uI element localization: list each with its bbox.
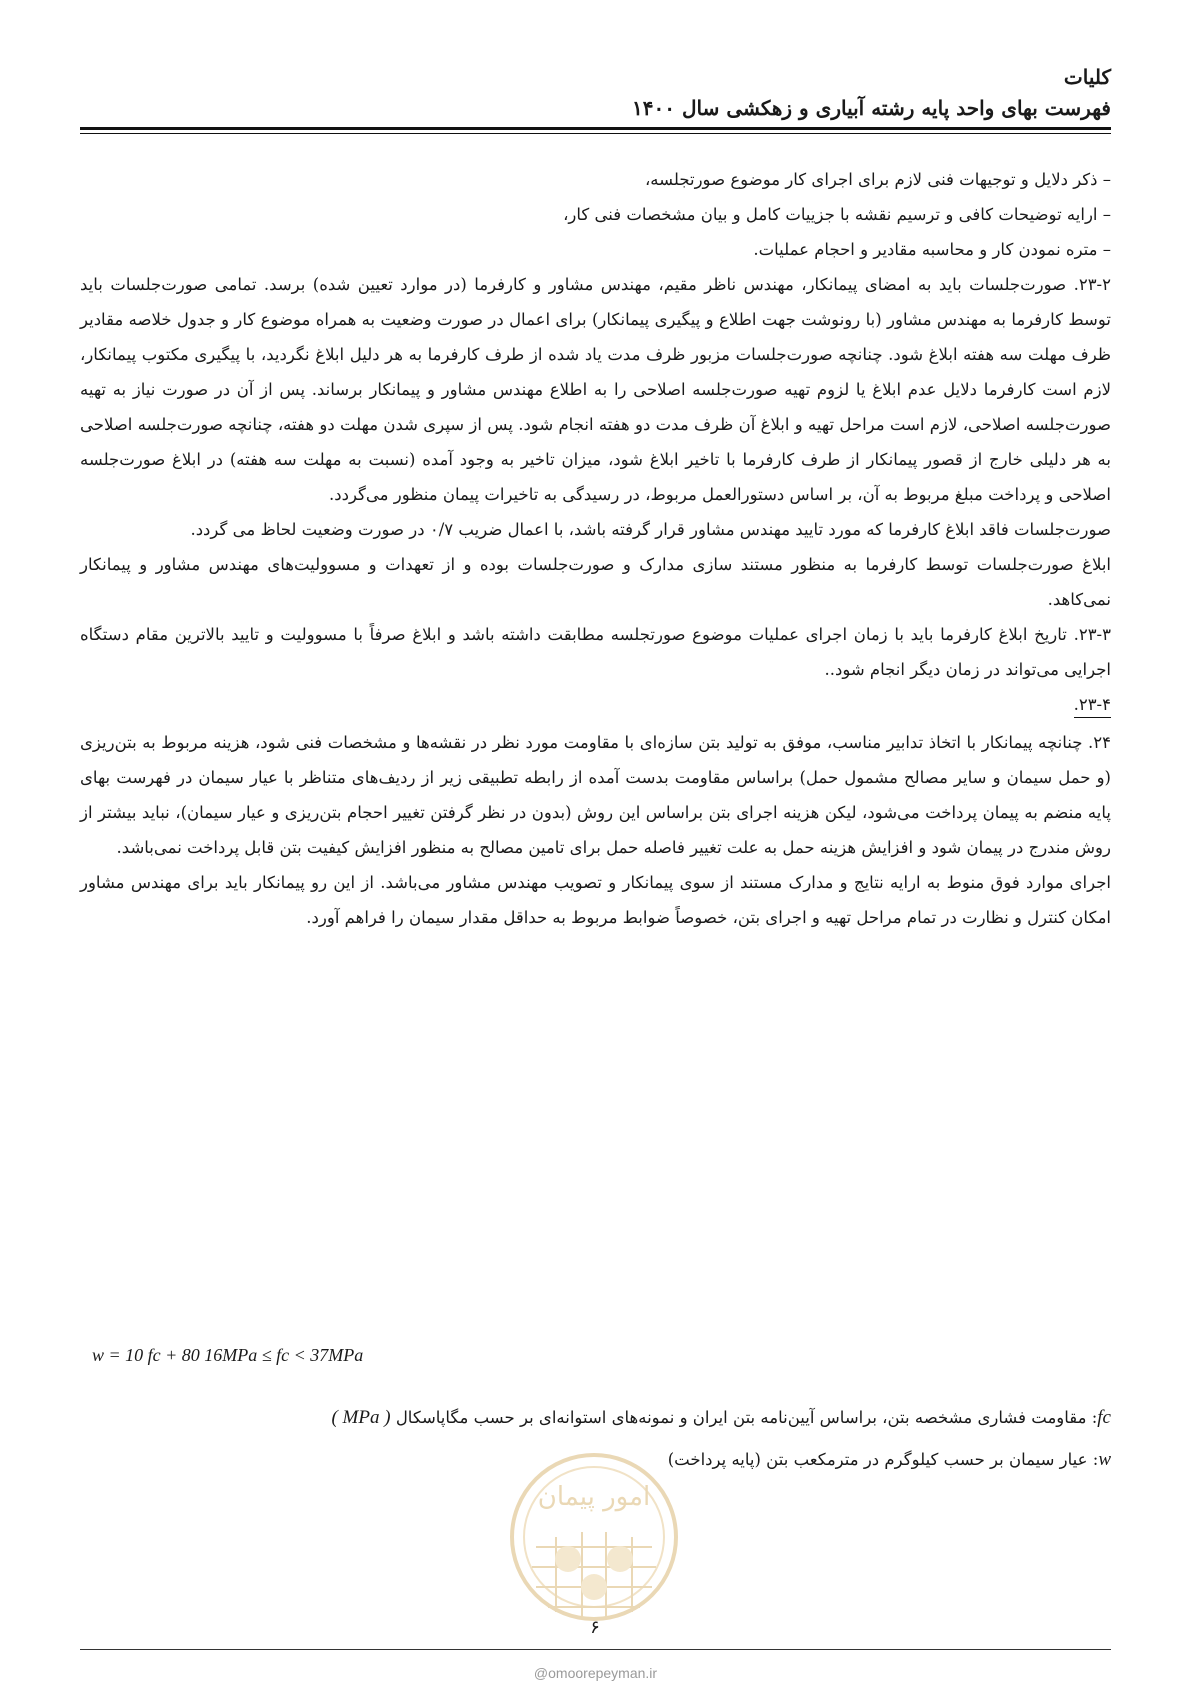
w-symbol: w xyxy=(1098,1449,1111,1470)
bullet-item: – ذکر دلایل و توجیهات فنی لازم برای اجرای کار موضوع صورتجلسه، xyxy=(644,170,1111,189)
body-text xyxy=(80,162,1111,935)
paragraph-notify: ابلاغ صورت‌جلسات توسط کارفرما به منظور مستند سازی مدارک و صورت‌جلسات بوده و از تعهدات و مسوولیت‌های مهندس مشاور و پیمانکار نمی‌کاهد. xyxy=(80,555,1111,609)
w-text: : عیار سیمان بر حسب کیلوگرم در مترمکعب بتن (پایه پرداخت) xyxy=(667,1450,1099,1469)
watermark-text: امور پیمان xyxy=(537,1482,651,1512)
header-subtitle: فهرست بهای واحد پایه رشته آبیاری و زهکشی سال ۱۴۰۰ xyxy=(632,96,1111,120)
page-header xyxy=(80,62,1111,124)
paragraph-23-3: ۲۳-۳. تاریخ ابلاغ کارفرما باید با زمان اجرای عملیات موضوع صورتجلسه مطابقت داشته باشد و ابلاغ صرفاً با مسوولیت و تایید بالاترین مقام دستگاه اجرایی می‌تواند در زمان دیگر انجام شود.. xyxy=(80,625,1111,679)
footer-rule xyxy=(80,1649,1111,1650)
header-rule-thick xyxy=(80,127,1111,130)
header-title: کلیات xyxy=(1063,65,1111,89)
header-rule-thin xyxy=(80,133,1111,134)
fc-text: : مقاومت فشاری مشخصه بتن، براساس آیین‌نامه بتن ایران و نمونه‌های استوانه‌ای بر حسب مگاپاسکال xyxy=(395,1408,1098,1427)
cement-formula: w = 10 fc + 80 16MPa ≤ fc < 37MPa xyxy=(92,1345,364,1365)
bullet-item: – متره نمودن کار و محاسبه مقادیر و احجام عملیات. xyxy=(753,240,1111,259)
paragraph-24: ۲۴. چنانچه پیمانکار با اتخاذ تدابیر مناسب، موفق به تولید بتن سازه‌ای با مقاومت مورد نظر در نقشه‌ها و مشخصات فنی شود، هزینه مربوط به بتن‌ریزی (و حمل سیمان و سایر مصالح مشمول حمل) براساس مقاومت بدست آمده از رابطه تطبیقی زیر از ردیف‌های متناظر با عیار سیمان در فهرست بهای پایه منضم به پیمان پرداخت می‌شود، لیکن هزینه اجرای بتن براساس این روش (بدون در نظر گرفتن تغییر احجام بتن‌ریزی و عیار سیمان)، نباید بیشتر از روش مندرج در پیمان شود و افزایش هزینه حمل به علت تغییر فاصله حمل برای تامین مصالح به منظور افزایش کیفیت بتن قابل پرداخت نمی‌باشد. xyxy=(80,733,1111,857)
section-23-4: ۲۳-۴. xyxy=(1074,693,1111,718)
fc-unit: ( MPa ) xyxy=(331,1407,391,1428)
footer-site: @omoorepeyman.ir xyxy=(533,1665,658,1681)
definition-fc xyxy=(211,1397,1111,1439)
bullet-item: – ارایه توضیحات کافی و ترسیم نقشه با جزییات کامل و بیان مشخصات فنی کار، xyxy=(563,205,1111,224)
fc-symbol: fc xyxy=(1097,1407,1111,1428)
paragraph-unnotified: صورت‌جلسات فاقد ابلاغ کارفرما که مورد تایید مهندس مشاور قرار گرفته باشد، با اعمال ضریب ۰/۷ در صورت وضعیت لحاظ می گردد. xyxy=(190,520,1111,539)
paragraph-23-2: ۲۳-۲. صورت‌جلسات باید به امضای پیمانکار، مهندس ناظر مقیم، مهندس مشاور و کارفرما (در موارد تعیین شده) برسد. تمامی صورت‌جلسات باید توسط کارفرما به مهندس مشاور (با رونوشت جهت اطلاع و پیگیری پیمانکار) برای اعمال در صورت وضعیت به همراه موضوع کار و جدول خلاصه مقادیر ظرف مهلت سه هفته ابلاغ شود. چنانچه صورت‌جلسات مزبور ظرف مدت یاد شده از طرف کارفرما به هر دلیل ابلاغ نگردید، با پیگیری مکتوب پیمانکار، لازم است کارفرما دلایل عدم ابلاغ یا لزوم تهیه صورت‌جلسه اصلاحی را به اطلاع مهندس مشاور و پیمانکار برساند. پس از آن در صورت نیاز به تهیه صورت‌جلسه اصلاحی، لازم است مراحل تهیه و ابلاغ آن ظرف مدت دو هفته انجام شود. پس از سپری شدن مهلت دو هفته، چنانچه صورت‌جلسه اصلاحی به هر دلیلی خارج از قصور پیمانکار از طرف کارفرما با تاخیر ابلاغ شود، میزان تاخیر به وجود آمده (نسبت به مهلت سه هفته) در ابلاغ صورت‌جلسه اصلاحی و پرداخت مبلغ مربوط به آن، بر اساس دستورالعمل مربوط، در رسیدگی به تاخیرات پیمان منظور می‌گردد. xyxy=(80,275,1111,504)
page-number: ۶ xyxy=(590,1617,600,1638)
paragraph-24-b: اجرای موارد فوق منوط به ارایه نتایج و مدارک مستند از سوی پیمانکار و تصویب مهندس مشاور می‌باشد. از این رو پیمانکار باید برای مهندس مشاور امکان کنترل و نظارت در تمام مراحل تهیه و اجرای بتن، خصوصاً ضوابط مربوط به حداقل مقدار سیمان را فراهم آورد. xyxy=(80,873,1111,927)
